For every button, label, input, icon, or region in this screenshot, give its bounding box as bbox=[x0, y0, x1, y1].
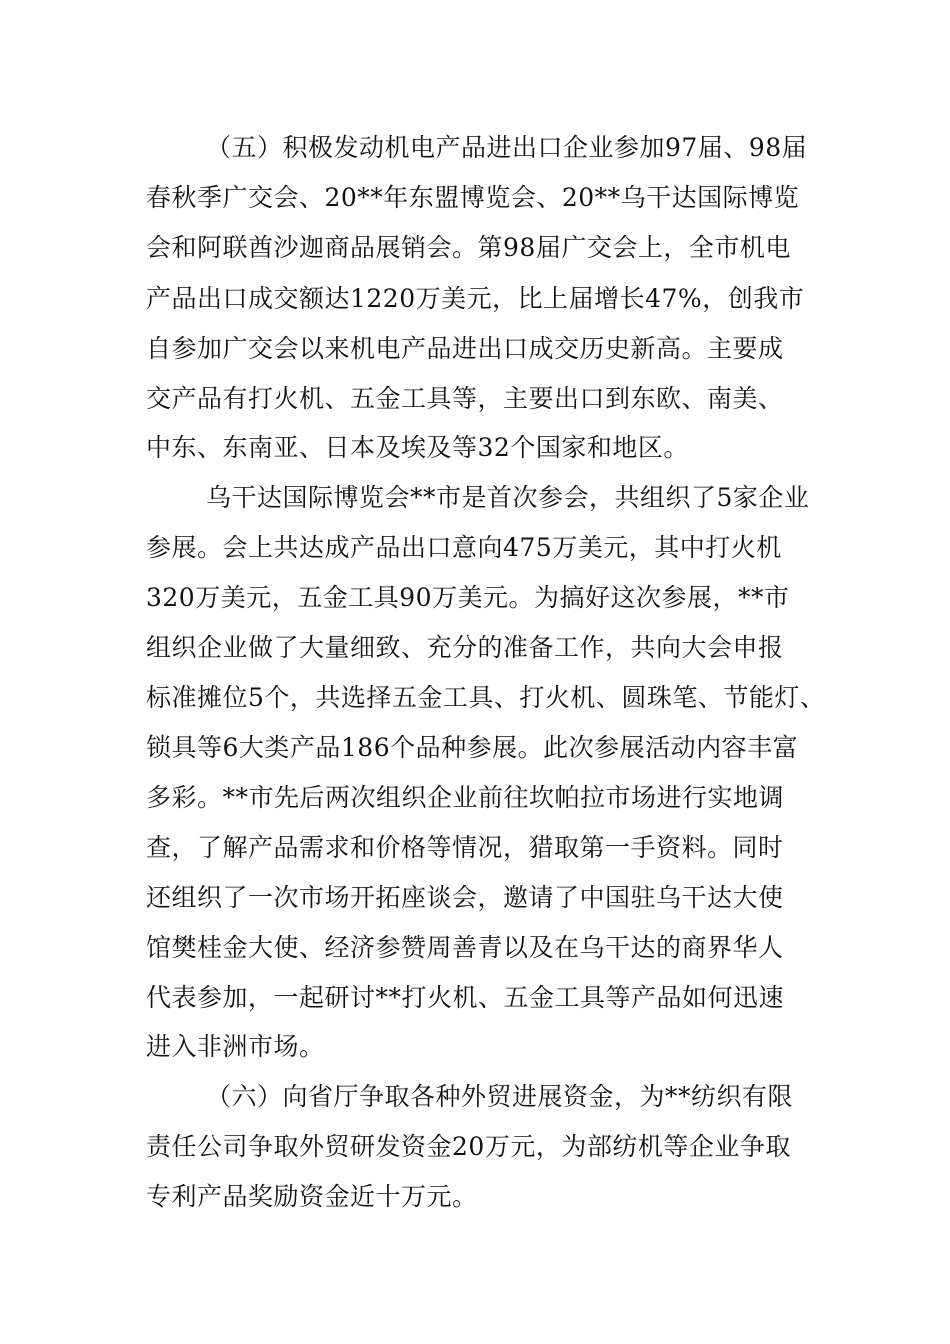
paragraph-1-line-4: 产品出口成交额达1220万美元，比上届增长47%，创我市 bbox=[146, 284, 805, 313]
paragraph-2-line-6: 锁具等6大类产品186个品种参展。此次参展活动内容丰富 bbox=[146, 733, 799, 762]
paragraph-1-line-2: 春秋季广交会、20**年东盟博览会、20**乌干达国际博览 bbox=[146, 183, 800, 212]
paragraph-2-line-9: 还组织了一次市场开拓座谈会，邀请了中国驻乌干达大使 bbox=[146, 883, 784, 912]
paragraph-2-line-7: 多彩。**市先后两次组织企业前往坎帕拉市场进行实地调 bbox=[146, 783, 785, 812]
paragraph-2-line-11: 代表参加，一起研讨**打火机、五金工具等产品如何迅速 bbox=[146, 983, 785, 1012]
paragraph-3-line-1: （六）向省厅争取各种外贸进展资金，为**纺织有限 bbox=[206, 1082, 794, 1111]
paragraph-2-line-3: 320万美元，五金工具90万美元。为搞好这次参展，**市 bbox=[146, 583, 790, 612]
paragraph-2-line-1: 乌干达国际博览会**市是首次参会，共组织了5家企业 bbox=[206, 483, 810, 512]
paragraph-1-line-7: 中东、东南亚、日本及埃及等32个国家和地区。 bbox=[146, 433, 689, 462]
paragraph-2-line-5: 标准摊位5个，共选择五金工具、打火机、圆珠笔、节能灯、 bbox=[146, 683, 826, 712]
paragraph-2-line-12: 进入非洲市场。 bbox=[146, 1032, 325, 1061]
paragraph-2-line-2: 参展。会上共达成产品出口意向475万美元，其中打火机 bbox=[146, 533, 782, 562]
paragraph-2-line-8: 查，了解产品需求和价格等情况，猎取第一手资料。同时 bbox=[146, 833, 784, 862]
paragraph-1-line-3: 会和阿联酋沙迦商品展销会。第98届广交会上，全市机电 bbox=[146, 233, 791, 262]
paragraph-1-line-5: 自参加广交会以来机电产品进出口成交历史新高。主要成 bbox=[146, 334, 784, 363]
paragraph-3-line-2: 责任公司争取外贸研发资金20万元，为部纺机等企业争取 bbox=[146, 1132, 791, 1161]
paragraph-2-line-10: 馆樊桂金大使、经济参赞周善青以及在乌干达的商界华人 bbox=[146, 933, 784, 962]
paragraph-2-line-4: 组织企业做了大量细致、充分的准备工作，共向大会申报 bbox=[146, 633, 784, 662]
paragraph-1-line-6: 交产品有打火机、五金工具等，主要出口到东欧、南美、 bbox=[146, 384, 784, 413]
paragraph-3-line-3: 专利产品奖励资金近十万元。 bbox=[146, 1182, 478, 1211]
paragraph-1-line-1: （五）积极发动机电产品进出口企业参加97届、98届 bbox=[206, 133, 808, 162]
